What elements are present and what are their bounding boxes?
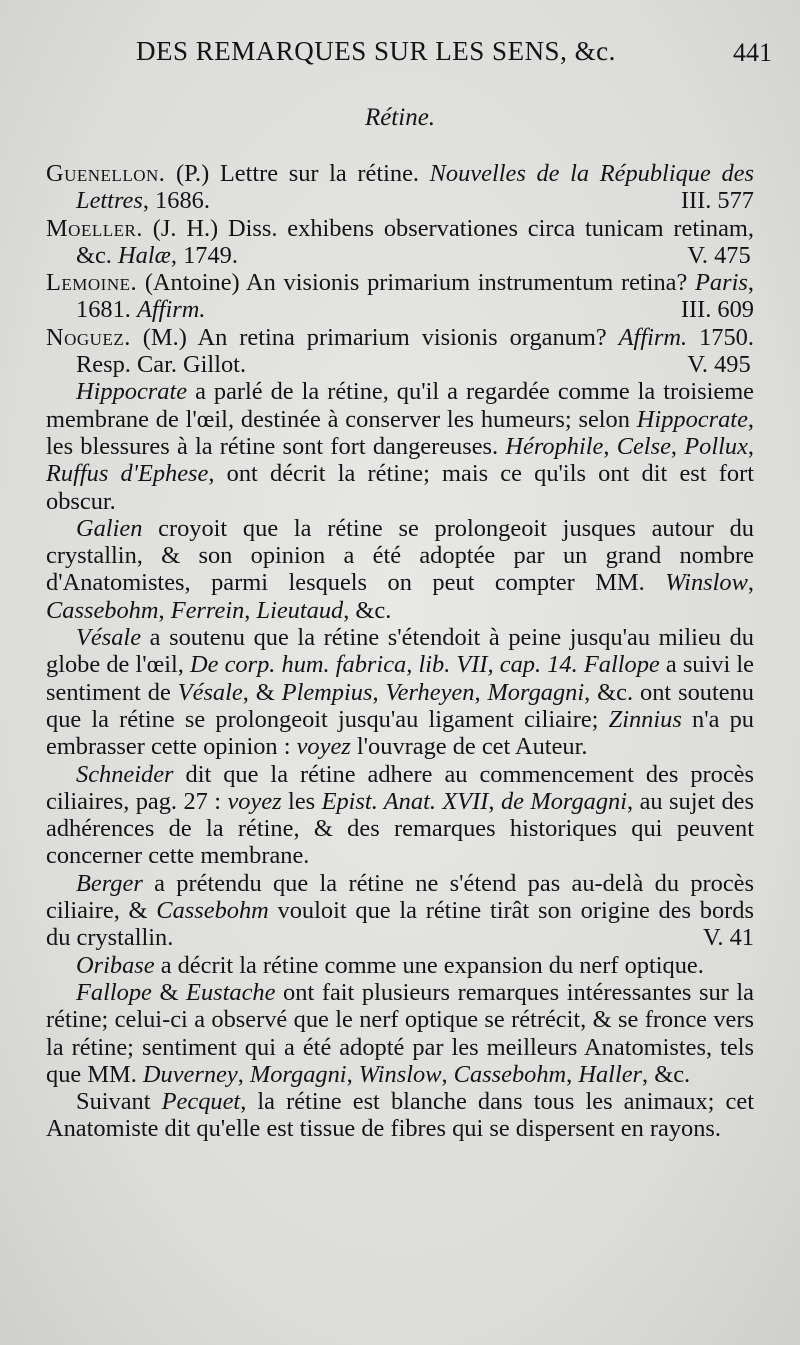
name-italic: Verheyen [385, 678, 475, 706]
text: dit que la rétine adhere au commencement des procès ciliaires, pag. 27 : [46, 760, 754, 815]
entry-reference: V. 495 [687, 351, 751, 379]
text: n'a pu embrasser cette opinion : [46, 705, 754, 761]
name-italic: Cassebohm [46, 596, 159, 624]
text: , & [242, 678, 282, 706]
section-title: Rétine. [364, 104, 436, 131]
entry-author: Lemoine. [46, 269, 138, 297]
paragraph-schneider [46, 761, 754, 870]
name-italic: Celse [616, 432, 671, 460]
text: , [488, 787, 501, 815]
name-italic: Galien [76, 514, 143, 542]
text: , &c. [343, 596, 392, 624]
name-italic: Duverney [142, 1060, 238, 1088]
text: , [441, 1060, 454, 1088]
entry-source: Affirm. [618, 323, 688, 351]
name-italic: Winslow [358, 1060, 442, 1088]
entry-author: Moeller. [46, 214, 143, 242]
bibliography-entry [46, 324, 754, 379]
name-italic: Cassebohm [156, 897, 269, 925]
entry-rest: 1750. Resp. Car. Gillot. [76, 323, 754, 379]
name-italic: Haller [578, 1060, 643, 1088]
entry-source: Nouvelles de la République des Lettres [76, 160, 754, 215]
text-italic: voyez [227, 787, 282, 815]
text-italic: voyez [296, 733, 351, 761]
entry-reference: III. 577 [680, 187, 754, 215]
paragraph-fallope [46, 979, 754, 1088]
entry-text: (M.) An retina primarium visionis organum? [142, 323, 607, 351]
entry-rest: , 1681. [76, 269, 754, 324]
name-italic: Hérophile [505, 432, 604, 460]
text: , [346, 1060, 359, 1088]
name-italic: Berger [76, 869, 143, 897]
text: , [747, 569, 754, 597]
paragraph-galien [46, 515, 754, 624]
text: , [237, 1060, 250, 1088]
text: & [151, 978, 187, 1006]
entry-reference: III. 609 [680, 296, 754, 324]
text: les [281, 787, 322, 815]
entry-source: Paris [695, 269, 748, 297]
name-italic: Pecquet [161, 1088, 241, 1116]
page-number: 441 [733, 38, 772, 67]
name-italic: Lieutaud [256, 596, 344, 624]
citation-italic: De corp. hum. fabrica, lib. VII, cap. 14. [190, 651, 578, 679]
name-italic: Cassebohm [453, 1060, 567, 1088]
name-italic: Ruffus d'Ephese [46, 460, 209, 488]
text: a parlé de la rétine, qu'il a regardée comme la troisieme membrane de l'œil, destinée à conserver les humeurs; selon [46, 378, 754, 433]
paragraph-vesale [46, 624, 754, 760]
entry-rest: , 1686. [142, 187, 210, 215]
bibliography-entry [46, 160, 754, 215]
entry-author: Noguez. [46, 323, 131, 351]
paragraph-berger [46, 870, 754, 952]
entry-reference: V. 475 [687, 241, 751, 269]
name-italic: Vésale [76, 624, 142, 652]
name-italic: Schneider [76, 760, 174, 788]
text: , &c. [642, 1060, 691, 1088]
citation-italic: Epist. Anat. XVII [321, 787, 489, 815]
name-italic: Pollux [684, 432, 748, 460]
page-body [46, 160, 754, 1143]
text: a prétendu que la rétine ne s'étend pas au-delà du procès ciliaire, & [46, 869, 754, 925]
paragraph-oribase [46, 952, 754, 979]
text: , [158, 596, 171, 624]
name-italic: Oribase [76, 951, 155, 979]
text: , [670, 432, 685, 460]
text: , [244, 596, 257, 624]
running-header [136, 36, 772, 76]
entry-text: (P.) Lettre sur la rétine. [176, 160, 420, 187]
text: , ont décrit la rétine; mais ce qu'ils ont dit est fort obscur. [46, 460, 754, 515]
entry-rest: , 1749. [170, 241, 238, 269]
name-italic: de Morgagni [500, 787, 628, 815]
text: a suivi le sentiment de [46, 651, 754, 706]
name-italic: Eustache [186, 978, 276, 1006]
name-italic: Plempius [281, 678, 373, 706]
entry-author: Guenellon. [46, 160, 166, 187]
entry-source-2: Affirm. [137, 296, 206, 324]
paragraph-pecquet [46, 1088, 754, 1143]
name-italic: Morgagni [487, 678, 585, 706]
name-italic: Fallope [583, 651, 660, 679]
text: , [566, 1060, 579, 1088]
text: , au sujet des adhérences de la rétine, & des remarques historiques qui peuvent concerner cette membrane. [46, 787, 755, 870]
text: a soutenu que la rétine s'étendoit à peine jusqu'au milieu du globe de l'œil, [46, 624, 754, 679]
entry-text: (Antoine) An visionis primarium instrumentum retina? [144, 269, 688, 297]
name-italic: Ferrein [170, 596, 245, 624]
bibliography-entry [46, 269, 754, 324]
text: Suivant [76, 1088, 162, 1116]
text: a décrit la rétine comme une expansion du nerf optique. [154, 951, 704, 979]
text: , [474, 678, 488, 706]
name-italic: Hippocrate [76, 378, 188, 406]
running-title: DES REMARQUES SUR LES SENS, &c. [136, 36, 616, 66]
name-italic: Fallope [76, 978, 152, 1006]
text: , [603, 432, 617, 460]
text: , les blessures à la rétine sont fort dangereuses. [46, 405, 754, 460]
text: vouloit que la rétine tirât son origine des bords du crystallin. [46, 897, 754, 952]
paragraph-hippocrate [46, 378, 754, 514]
entry-text: (J. H.) Diss. exhibens observationes circa tunicam retinam, &c. [76, 214, 754, 269]
text: , &c. ont soutenu que la rétine se prolongeoit jusqu'au ligament ciliaire; [46, 678, 754, 733]
text: , [372, 678, 386, 706]
paragraph-reference: V. 41 [702, 924, 754, 952]
name-italic: Winslow [665, 569, 748, 597]
name-italic: Zinnius [608, 705, 682, 733]
bibliography-entry [46, 215, 754, 270]
name-italic: Vésale [177, 678, 243, 706]
name-italic: Hippocrate [636, 405, 748, 433]
name-italic: Morgagni [249, 1060, 347, 1088]
text: croyoit que la rétine se prolongeoit jusques autour du crystallin, & son opinion a été adoptée par un grand nombre d'Anatomistes, parmi lesquels on peut compter MM. [46, 514, 754, 597]
text: ont fait plusieurs remarques intéressantes sur la rétine; celui-ci a observé que le nerf optique se rétrécit, & se fronce vers la rétine; sentiment qui a été adopté par les meilleurs Anatomistes, tels que MM. [46, 978, 754, 1088]
text: l'ouvrage de cet Auteur. [350, 733, 588, 761]
entry-source: Halæ [118, 241, 171, 269]
text: , la rétine est blanche dans tous les animaux; cet Anatomiste dit qu'elle est tissue de fibres qui se dispersent en rayons. [46, 1088, 754, 1143]
text: , [747, 432, 755, 460]
